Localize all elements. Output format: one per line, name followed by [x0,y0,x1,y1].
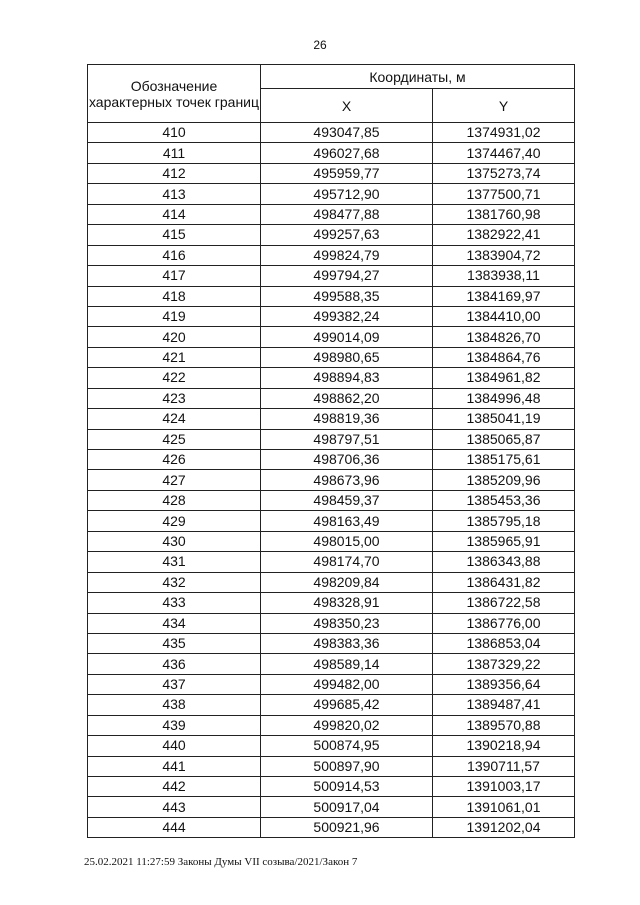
cell-x: 500921,96 [261,817,433,837]
cell-point: 425 [88,429,261,449]
cell-y: 1386431,82 [433,572,575,592]
cell-point: 439 [88,715,261,735]
cell-y: 1382922,41 [433,225,575,245]
table-row [88,777,575,797]
cell-x: 499382,24 [261,306,433,326]
cell-x: 498673,96 [261,470,433,490]
cell-y: 1385965,91 [433,531,575,551]
table-row [88,409,575,429]
header-coordinates: Координаты, м [261,65,575,89]
cell-x: 499685,42 [261,695,433,715]
table-row [88,797,575,817]
table-row [88,286,575,306]
table-row [88,572,575,592]
cell-x: 498862,20 [261,388,433,408]
cell-x: 499257,63 [261,225,433,245]
cell-point: 416 [88,245,261,265]
cell-y: 1391202,04 [433,817,575,837]
table-row [88,817,575,837]
table-row [88,143,575,163]
cell-point: 411 [88,143,261,163]
cell-x: 498015,00 [261,531,433,551]
cell-point: 421 [88,347,261,367]
cell-y: 1384864,76 [433,347,575,367]
cell-x: 499014,09 [261,327,433,347]
table-row [88,695,575,715]
table-row [88,163,575,183]
table-row [88,225,575,245]
table-row [88,470,575,490]
cell-y: 1387329,22 [433,654,575,674]
page-number: 26 [313,38,327,52]
cell-y: 1383938,11 [433,266,575,286]
cell-y: 1386853,04 [433,633,575,653]
cell-y: 1385453,36 [433,490,575,510]
cell-x: 496027,68 [261,143,433,163]
cell-x: 495712,90 [261,184,433,204]
table-row [88,511,575,531]
cell-point: 419 [88,306,261,326]
cell-x: 498894,83 [261,368,433,388]
table-row [88,490,575,510]
cell-point: 442 [88,777,261,797]
table-row [88,633,575,653]
table-header [88,65,575,123]
cell-y: 1385175,61 [433,450,575,470]
cell-y: 1384961,82 [433,368,575,388]
cell-y: 1390711,57 [433,756,575,776]
cell-y: 1383904,72 [433,245,575,265]
cell-point: 426 [88,450,261,470]
table-row [88,674,575,694]
table-row [88,347,575,367]
cell-y: 1384410,00 [433,306,575,326]
table-row [88,736,575,756]
table-row [88,204,575,224]
table-row [88,306,575,326]
cell-x: 495959,77 [261,163,433,183]
cell-y: 1385209,96 [433,470,575,490]
cell-y: 1389356,64 [433,674,575,694]
cell-y: 1386722,58 [433,593,575,613]
cell-x: 498174,70 [261,552,433,572]
cell-point: 436 [88,654,261,674]
cell-y: 1384169,97 [433,286,575,306]
cell-x: 498980,65 [261,347,433,367]
table-row [88,388,575,408]
table-row [88,613,575,633]
footer-stamp: 25.02.2021 11:27:59 Законы Думы VII созыва/2021/Закон 7 [84,856,358,868]
cell-y: 1391003,17 [433,777,575,797]
cell-point: 427 [88,470,261,490]
header-x: X [261,89,433,123]
cell-point: 424 [88,409,261,429]
header-y: Y [433,89,575,123]
cell-point: 430 [88,531,261,551]
table-row [88,368,575,388]
table-row [88,123,575,143]
cell-x: 499820,02 [261,715,433,735]
cell-y: 1389570,88 [433,715,575,735]
cell-point: 414 [88,204,261,224]
table-row [88,327,575,347]
table-row [88,245,575,265]
cell-point: 418 [88,286,261,306]
cell-y: 1385041,19 [433,409,575,429]
cell-point: 444 [88,817,261,837]
cell-y: 1375273,74 [433,163,575,183]
cell-point: 410 [88,123,261,143]
cell-y: 1391061,01 [433,797,575,817]
table-row [88,756,575,776]
cell-y: 1385795,18 [433,511,575,531]
cell-point: 433 [88,593,261,613]
cell-point: 431 [88,552,261,572]
cell-x: 499482,00 [261,674,433,694]
cell-point: 415 [88,225,261,245]
table-row [88,450,575,470]
table-row [88,654,575,674]
cell-y: 1390218,94 [433,736,575,756]
cell-x: 500874,95 [261,736,433,756]
cell-x: 498350,23 [261,613,433,633]
cell-point: 420 [88,327,261,347]
cell-point: 417 [88,266,261,286]
cell-x: 498383,36 [261,633,433,653]
header-point-label: Обозначение характерных точек границ [88,65,261,123]
table-row [88,429,575,449]
table-row [88,184,575,204]
cell-point: 422 [88,368,261,388]
coordinates-table [87,64,575,838]
cell-x: 499794,27 [261,266,433,286]
cell-y: 1377500,71 [433,184,575,204]
cell-x: 498797,51 [261,429,433,449]
table-row [88,531,575,551]
table-row [88,593,575,613]
cell-x: 498163,49 [261,511,433,531]
cell-point: 438 [88,695,261,715]
cell-x: 498328,91 [261,593,433,613]
cell-x: 498459,37 [261,490,433,510]
cell-y: 1386343,88 [433,552,575,572]
cell-y: 1374467,40 [433,143,575,163]
cell-x: 500917,04 [261,797,433,817]
cell-y: 1384996,48 [433,388,575,408]
cell-y: 1384826,70 [433,327,575,347]
cell-point: 423 [88,388,261,408]
cell-point: 437 [88,674,261,694]
cell-point: 441 [88,756,261,776]
cell-x: 493047,85 [261,123,433,143]
cell-point: 428 [88,490,261,510]
cell-y: 1385065,87 [433,429,575,449]
table-body [88,123,575,838]
cell-x: 498477,88 [261,204,433,224]
table-row [88,715,575,735]
cell-point: 443 [88,797,261,817]
cell-point: 432 [88,572,261,592]
table-row [88,266,575,286]
cell-point: 434 [88,613,261,633]
cell-x: 499588,35 [261,286,433,306]
cell-x: 498706,36 [261,450,433,470]
cell-x: 499824,79 [261,245,433,265]
cell-x: 498589,14 [261,654,433,674]
cell-y: 1389487,41 [433,695,575,715]
table-row [88,552,575,572]
cell-x: 498819,36 [261,409,433,429]
cell-point: 435 [88,633,261,653]
cell-x: 498209,84 [261,572,433,592]
cell-y: 1386776,00 [433,613,575,633]
cell-y: 1374931,02 [433,123,575,143]
cell-point: 413 [88,184,261,204]
cell-point: 429 [88,511,261,531]
cell-y: 1381760,98 [433,204,575,224]
cell-point: 440 [88,736,261,756]
cell-x: 500897,90 [261,756,433,776]
cell-point: 412 [88,163,261,183]
cell-x: 500914,53 [261,777,433,797]
